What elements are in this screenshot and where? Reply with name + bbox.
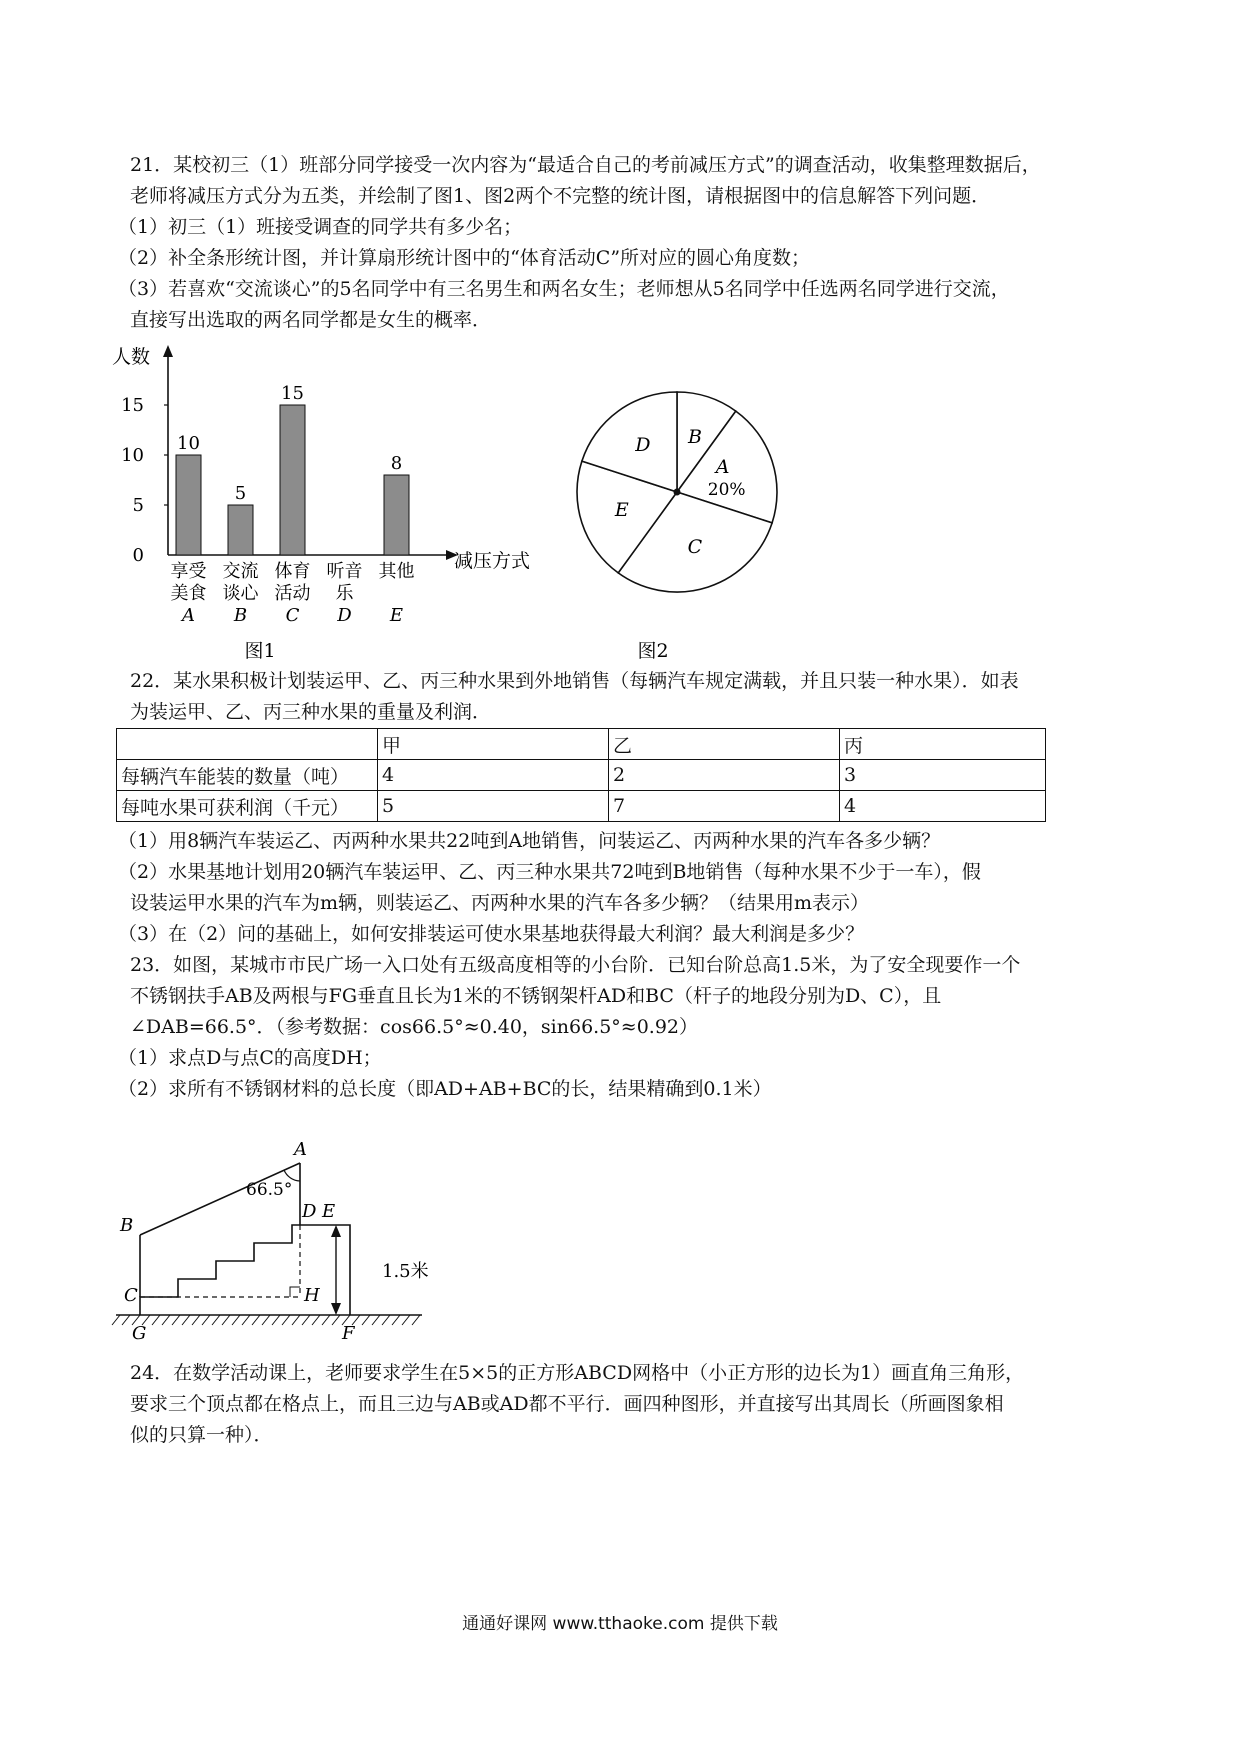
label-H: H bbox=[304, 1285, 320, 1306]
q21-line2: 老师将减压方式分为五类，并绘制了图1、图2两个不完整的统计图，请根据图中的信息解答下列问题． bbox=[130, 185, 991, 207]
category-label-line1: 体育 bbox=[274, 561, 311, 582]
q23-sub2: （2）求所有不锈钢材料的总长度（即AD+AB+BC的长，结果精确到0.1米） bbox=[118, 1078, 772, 1100]
category-label-line2: 活动 bbox=[274, 583, 311, 604]
stair-handrail-figure bbox=[110, 1125, 440, 1355]
q24-line3: 似的只算一种）． bbox=[130, 1424, 273, 1446]
pie-slice-label: C bbox=[687, 536, 703, 559]
pie-slice-label: D bbox=[635, 434, 651, 457]
q23-line2: 不锈钢扶手AB及两根与FG垂直且长为1米的不锈钢架杆AD和BC（杆子的地段分别为D、C），且 bbox=[130, 985, 942, 1007]
pie-chart-caption: 图2 bbox=[637, 640, 669, 662]
bar-value-label: 8 bbox=[390, 453, 403, 474]
bar bbox=[228, 505, 253, 555]
q24-line1: 24．在数学活动课上，老师要求学生在5×5的正方形ABCD网格中（小正方形的边长为1）画直角三角形， bbox=[130, 1362, 1025, 1384]
category-letter: C bbox=[285, 605, 300, 626]
table-cell: 4 bbox=[840, 791, 1046, 822]
category-letter: A bbox=[182, 605, 195, 626]
q21-line1: 21．某校初三（1）班部分同学接受一次内容为“最适合自己的考前减压方式”的调查活动，收集整理数据后， bbox=[130, 154, 1041, 176]
table-cell: 3 bbox=[840, 760, 1046, 791]
category-letter: E bbox=[389, 605, 404, 626]
q23-line1: 23．如图，某城市市民广场一入口处有五级高度相等的小台阶．已知台阶总高1.5米，为了安全现要作一个 bbox=[130, 954, 1021, 976]
category-label-line1: 交流 bbox=[222, 561, 259, 582]
bar bbox=[280, 405, 305, 555]
table-row bbox=[117, 760, 1046, 791]
bar-chart-ylabel: 人数 bbox=[112, 346, 151, 368]
angle-label: 66.5° bbox=[246, 1180, 293, 1200]
label-G: G bbox=[132, 1323, 147, 1344]
label-A: A bbox=[294, 1139, 307, 1160]
q23-sub1: （1）求点D与点C的高度DH； bbox=[118, 1047, 382, 1069]
bar-value-label: 15 bbox=[281, 383, 304, 404]
category-label-line1: 其他 bbox=[378, 561, 415, 582]
y-tick-label: 15 bbox=[121, 395, 144, 416]
pie-slice-label: B bbox=[687, 425, 702, 448]
pie-chart-figure2 bbox=[570, 385, 790, 665]
table-header-cell: 乙 bbox=[609, 729, 840, 760]
fruit-table bbox=[116, 728, 1046, 822]
q22-sub1: （1）用8辆汽车装运乙、丙两种水果共22吨到A地销售，问装运乙、丙两种水果的汽车各多少辆？ bbox=[118, 830, 941, 852]
table-cell: 7 bbox=[609, 791, 840, 822]
bar-chart-figure1 bbox=[110, 345, 560, 665]
table-row bbox=[117, 791, 1046, 822]
label-E: E bbox=[322, 1201, 336, 1222]
q22-sub2b: 设装运甲水果的汽车为m辆，则装运乙、丙两种水果的汽车各多少辆？（结果用m表示） bbox=[130, 892, 870, 914]
q24-line2: 要求三个顶点都在格点上，而且三边与AB或AD都不平行．画四种图形，并直接写出其周长（所画图象相 bbox=[130, 1393, 1004, 1415]
pie-slice-label: A bbox=[715, 456, 730, 479]
label-D: D bbox=[302, 1201, 317, 1222]
pie-slice-label: E bbox=[614, 498, 629, 521]
footer: 通通好课网 www.tthaoke.com 提供下载 bbox=[462, 1614, 778, 1634]
table-cell: 每辆汽车能装的数量（吨） bbox=[117, 760, 378, 791]
table-header-row bbox=[117, 729, 1046, 760]
q21-sub3b: 直接写出选取的两名同学都是女生的概率． bbox=[130, 309, 492, 331]
q21-sub1: （1）初三（1）班接受调查的同学共有多少名； bbox=[118, 216, 523, 238]
table-cell: 5 bbox=[378, 791, 609, 822]
table-header-cell: 丙 bbox=[840, 729, 1046, 760]
table-cell: 每吨水果可获利润（千元） bbox=[117, 791, 378, 822]
y-tick-label: 10 bbox=[121, 445, 144, 466]
category-label-line2: 谈心 bbox=[222, 583, 259, 604]
label-C: C bbox=[124, 1285, 138, 1306]
q22-sub2a: （2）水果基地计划用20辆汽车装运甲、乙、丙三种水果共72吨到B地销售（每种水果不少于一车），假 bbox=[118, 861, 981, 883]
q21-sub2: （2）补全条形统计图，并计算扇形统计图中的“体育活动C”所对应的圆心角度数； bbox=[118, 247, 811, 269]
table-header-cell bbox=[117, 729, 378, 760]
bar bbox=[384, 475, 409, 555]
table-cell: 4 bbox=[378, 760, 609, 791]
q23-line3: ∠DAB=66.5°．（参考数据：cos66.5°≈0.40，sin66.5°≈0.92） bbox=[130, 1016, 699, 1038]
q22-sub3: （3）在（2）问的基础上，如何安排装运可使水果基地获得最大利润？最大利润是多少？ bbox=[118, 923, 865, 945]
q21-sub3a: （3）若喜欢“交流谈心”的5名同学中有三名男生和两名女生；老师想从5名同学中任选两名同学进行交流， bbox=[118, 278, 1010, 300]
y-tick-label: 0 bbox=[132, 545, 144, 566]
q22-line1: 22．某水果积极计划装运甲、乙、丙三种水果到外地销售（每辆汽车规定满载，并且只装一种水果）．如表 bbox=[130, 670, 1019, 692]
category-label-line2: 美食 bbox=[170, 583, 207, 604]
table-header-cell: 甲 bbox=[378, 729, 609, 760]
bar-value-label: 10 bbox=[177, 433, 200, 454]
bar-chart-xlabel: 减压方式 bbox=[454, 550, 531, 572]
category-letter: B bbox=[233, 605, 248, 626]
category-label-line1: 享受 bbox=[170, 561, 207, 582]
label-B: B bbox=[120, 1215, 134, 1236]
q22-line2: 为装运甲、乙、丙三种水果的重量及利润． bbox=[130, 701, 492, 723]
table-cell: 2 bbox=[609, 760, 840, 791]
bar-value-label: 5 bbox=[234, 483, 247, 504]
height-label: 1.5米 bbox=[382, 1261, 429, 1282]
category-label-line2: 乐 bbox=[335, 583, 354, 604]
y-tick-label: 5 bbox=[132, 495, 144, 516]
pie-slice-percent: 20% bbox=[707, 480, 746, 501]
category-letter: D bbox=[337, 605, 352, 626]
bar-chart-caption: 图1 bbox=[244, 640, 276, 662]
category-label-line1: 听音 bbox=[326, 561, 363, 582]
label-F: F bbox=[342, 1323, 355, 1344]
bar bbox=[176, 455, 201, 555]
